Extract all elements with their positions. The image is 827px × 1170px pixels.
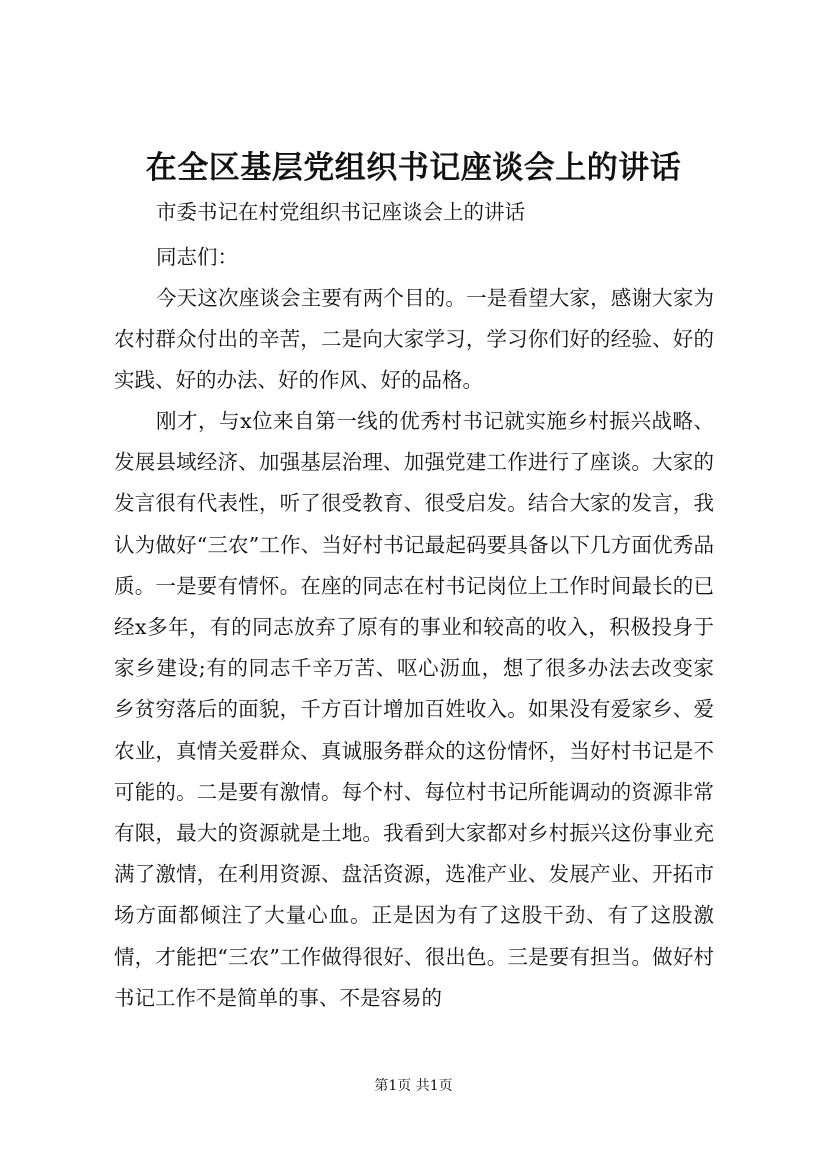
page-number-footer: 第1页 共1页 (374, 1078, 453, 1094)
paragraph-1: 今天这次座谈会主要有两个目的。一是看望大家，感谢大家为农村群众付出的辛苦，二是向大家学习，学习你们好的经验、好的实践、好的办法、好的作风、好的品格。 (114, 286, 714, 393)
paragraph-2: 刚才，与x位来自第一线的优秀村书记就实施乡村振兴战略、发展县域经济、加强基层治理、加强党建工作进行了座谈。大家的发言很有代表性，听了很受教育、很受启发。结合大家的发言，我认为做好“三农”工作、当好村书记最起码要具备以下几方面优秀品质。一是要有情怀。在座的同志在村书记岗位上工作时间最长的已经x多年，有的同志放弃了原有的事业和较高的收入，积极投身于家乡建设;有的同志千辛万苦、呕心沥血，想了很多办法去改变家乡贫穷落后的面貌，千方百计增加百姓收入。如果没有爱家乡、爱农业，真情关爱群众、真诚服务群众的这份情怀，当好村书记是不可能的。二是要有激情。每个村、每位村书记所能调动的资源非常有限，最大的资源就是土地。我看到大家都对乡村振兴这份事业充满了激情，在利用资源、盘活资源，选准产业、发展产业、开拓市场方面都倾注了大量心血。正是因为有了这股干劲、有了这股激情，才能把“三农”工作做得很好、很出色。三是要有担当。做好村书记工作不是简单的事、不是容易的 (114, 409, 714, 1010)
document-title: 在全区基层党组织书记座谈会上的讲话 (145, 150, 682, 186)
document-subtitle: 市委书记在村党组织书记座谈会上的讲话 (156, 200, 525, 224)
salutation: 同志们： (156, 245, 238, 269)
